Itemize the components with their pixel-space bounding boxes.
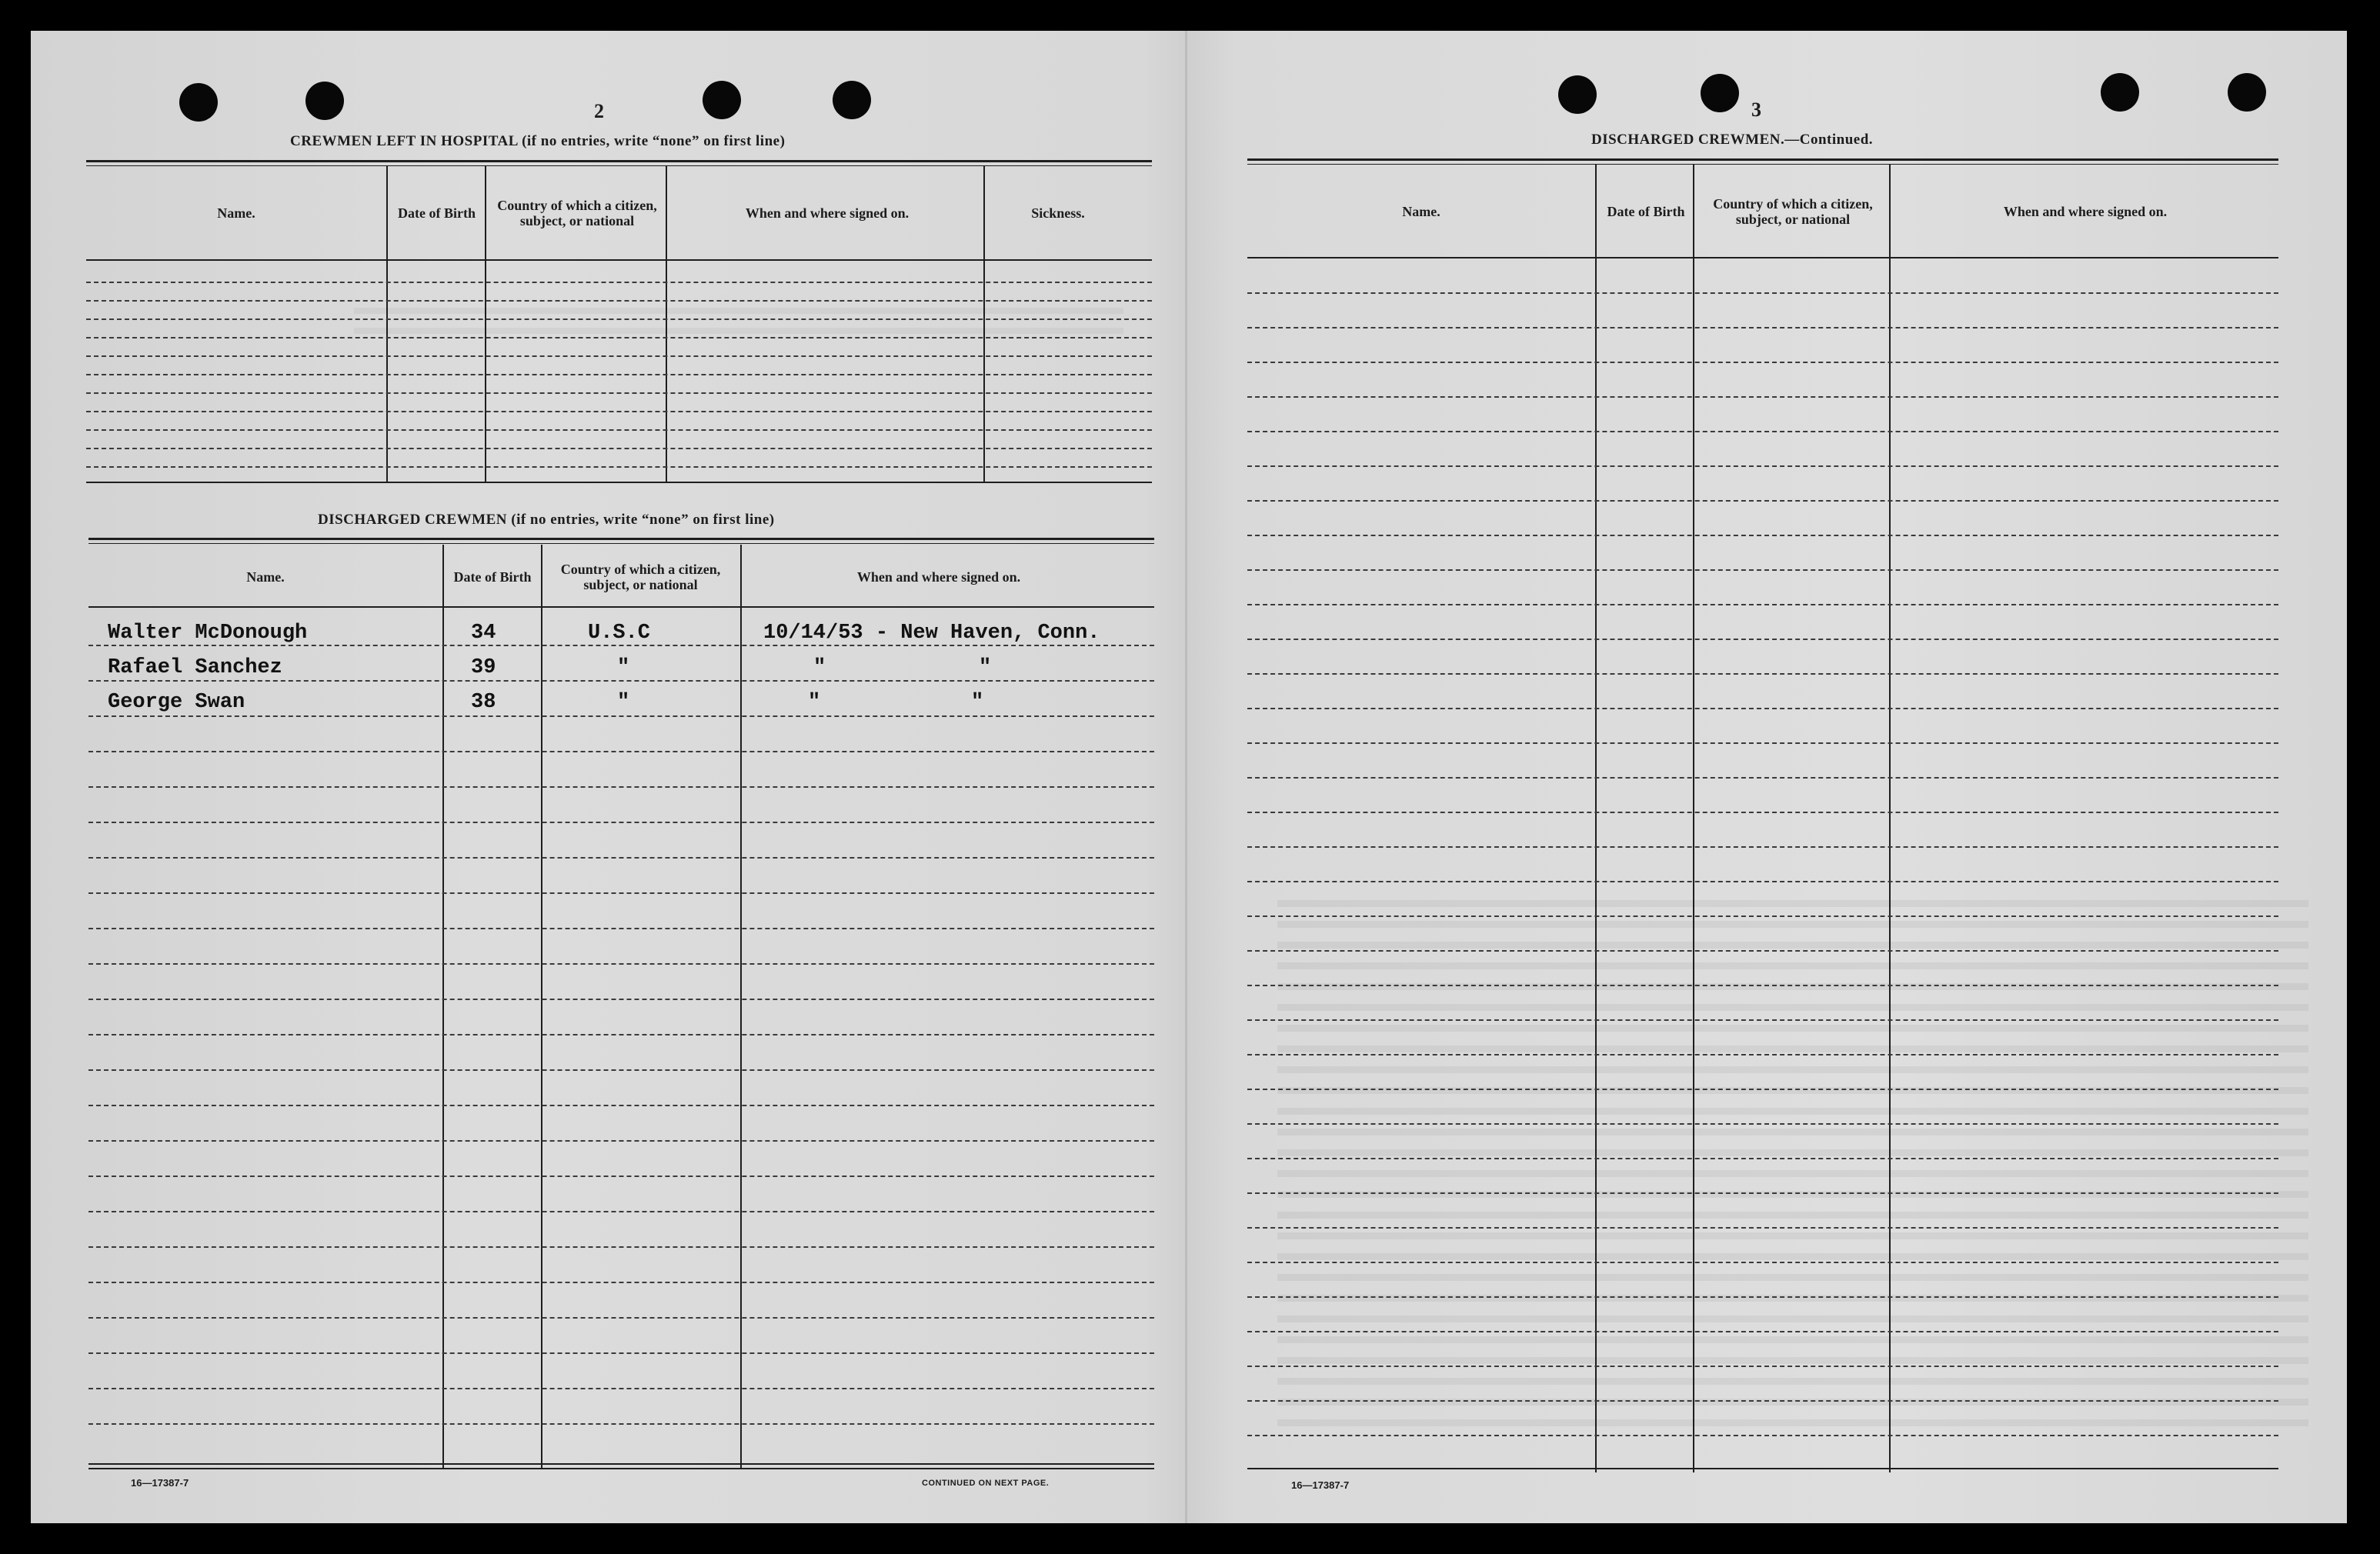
entry-line (88, 1388, 1154, 1389)
entry-line (1247, 742, 2278, 744)
entry-line (86, 448, 1152, 449)
entry-line (1247, 1227, 2278, 1229)
hospital-divider (666, 166, 667, 482)
entry-line (1247, 1158, 2278, 1159)
crew-dob: 39 (471, 656, 496, 679)
page-number: 3 (1751, 98, 1761, 121)
crew-signed-on: " (971, 691, 984, 714)
entry-line (86, 300, 1152, 302)
entry-line (1247, 1331, 2278, 1332)
entry-line (1247, 1089, 2278, 1090)
entry-line (1247, 327, 2278, 328)
crew-dob: 38 (471, 691, 496, 714)
entry-line (88, 892, 1154, 894)
entry-line (1247, 846, 2278, 848)
entry-line (88, 1246, 1154, 1248)
discharged-top-rule (88, 538, 1154, 540)
continued-col-dob: Date of Birth (1607, 204, 1685, 219)
entry-line (88, 928, 1154, 929)
entry-line (1247, 1435, 2278, 1436)
hospital-divider (983, 166, 985, 482)
entry-line (88, 751, 1154, 752)
entry-line (1247, 431, 2278, 432)
entry-line (88, 999, 1154, 1000)
hospital-divider (386, 166, 388, 482)
hospital-col-country: Country of which a citizen, subject, or national (497, 198, 657, 228)
entry-line (1247, 362, 2278, 363)
entry-line (1247, 950, 2278, 952)
discharged-divider (740, 545, 742, 1468)
crew-country: U.S.C (588, 622, 651, 645)
entry-line (1247, 604, 2278, 605)
entry-line (1247, 812, 2278, 813)
continued-top-rule-inner (1247, 164, 2278, 165)
hospital-bottom-rule (86, 482, 1152, 483)
continued-col-name: Name. (1402, 204, 1440, 219)
continued-divider (1693, 165, 1694, 1472)
crew-signed-on: " (813, 656, 826, 679)
continued-divider (1889, 165, 1891, 1472)
hospital-header-rule (86, 259, 1152, 261)
crew-signed-on: 10/14/53 - New Haven, Conn. (763, 622, 1100, 645)
discharged-header-rule (88, 606, 1154, 608)
entry-line (86, 337, 1152, 338)
entry-line (88, 680, 1154, 682)
discharged-col-name: Name. (246, 569, 285, 585)
entry-line (88, 1211, 1154, 1212)
entry-line (88, 715, 1154, 717)
entry-line (86, 355, 1152, 357)
entry-line (1247, 1192, 2278, 1194)
continued-col-signed-on: When and where signed on. (2003, 204, 2168, 219)
entry-line (88, 1282, 1154, 1283)
entry-line (86, 318, 1152, 320)
discharged-col-country: Country of which a citizen, subject, or national (560, 562, 721, 592)
crew-dob: 34 (471, 622, 496, 645)
entry-line (88, 1423, 1154, 1425)
entry-line (86, 429, 1152, 431)
continued-top-rule (1247, 158, 2278, 161)
continued-note: CONTINUED ON NEXT PAGE. (922, 1479, 1050, 1488)
entry-line (86, 392, 1152, 394)
form-code: 16—17387-7 (131, 1477, 189, 1489)
entry-line (88, 963, 1154, 965)
entry-line (1247, 708, 2278, 709)
crew-country: " (617, 691, 630, 714)
document-sheet (31, 31, 2347, 1523)
hospital-top-rule-inner (86, 165, 1152, 166)
hospital-col-signed-on: When and where signed on. (745, 205, 910, 221)
discharged-col-signed-on: When and where signed on. (856, 569, 1021, 585)
entry-line (1247, 915, 2278, 917)
entry-line (1247, 292, 2278, 294)
continued-header-rule (1247, 257, 2278, 258)
form-code: 16—17387-7 (1291, 1479, 1350, 1491)
entry-line (1247, 569, 2278, 571)
entry-line (1247, 396, 2278, 398)
continued-col-country: Country of which a citizen, subject, or national (1713, 196, 1873, 227)
entry-line (88, 645, 1154, 646)
entry-line (88, 822, 1154, 823)
hospital-section-title: CREWMEN LEFT IN HOSPITAL (if no entries, write “none” on first line) (290, 133, 786, 149)
discharged-continued-title: DISCHARGED CREWMEN.—Continued. (1591, 132, 1874, 148)
entry-line (1247, 535, 2278, 536)
entry-line (86, 411, 1152, 412)
crew-signed-on: " (979, 656, 992, 679)
discharged-col-dob: Date of Birth (453, 569, 532, 585)
entry-line (1247, 1400, 2278, 1402)
hospital-col-name: Name. (217, 205, 255, 221)
entry-line (1247, 500, 2278, 502)
left-page (31, 31, 1185, 1523)
entry-line (88, 1105, 1154, 1106)
continued-divider (1595, 165, 1597, 1472)
crew-country: " (617, 656, 630, 679)
discharged-divider (442, 545, 444, 1468)
entry-line (1247, 673, 2278, 675)
page-number: 2 (594, 100, 604, 122)
crew-signed-on: " (808, 691, 821, 714)
entry-line (1247, 465, 2278, 467)
entry-line (86, 282, 1152, 283)
entry-line (88, 857, 1154, 859)
entry-line (1247, 1366, 2278, 1367)
crew-name: George Swan (108, 691, 245, 714)
entry-line (1247, 1296, 2278, 1298)
hospital-top-rule (86, 160, 1152, 162)
entry-line (1247, 1262, 2278, 1263)
crew-name: Rafael Sanchez (108, 656, 282, 679)
entry-line (1247, 985, 2278, 986)
entry-line (1247, 1123, 2278, 1125)
entry-line (88, 1317, 1154, 1319)
entry-line (1247, 881, 2278, 882)
hospital-divider (485, 166, 486, 482)
hospital-col-sickness: Sickness. (1031, 205, 1085, 221)
entry-line (88, 1176, 1154, 1177)
discharged-divider (541, 545, 542, 1468)
discharged-bottom-rule (88, 1463, 1154, 1465)
discharged-section-title: DISCHARGED CREWMEN (if no entries, write “none” on first line) (318, 512, 775, 528)
entry-line (88, 1069, 1154, 1071)
entry-line (1247, 777, 2278, 779)
entry-line (86, 466, 1152, 468)
entry-line (1247, 1054, 2278, 1055)
crew-name: Walter McDonough (108, 622, 308, 645)
discharged-bottom-rule (88, 1468, 1154, 1469)
hospital-col-dob: Date of Birth (398, 205, 476, 221)
entry-line (86, 374, 1152, 375)
discharged-top-rule-inner (88, 543, 1154, 544)
continued-bottom-rule (1247, 1468, 2278, 1469)
entry-line (88, 786, 1154, 788)
entry-line (88, 1352, 1154, 1354)
entry-line (1247, 639, 2278, 640)
entry-line (88, 1140, 1154, 1142)
right-page (1187, 31, 2347, 1523)
entry-line (88, 1034, 1154, 1035)
entry-line (1247, 1019, 2278, 1021)
